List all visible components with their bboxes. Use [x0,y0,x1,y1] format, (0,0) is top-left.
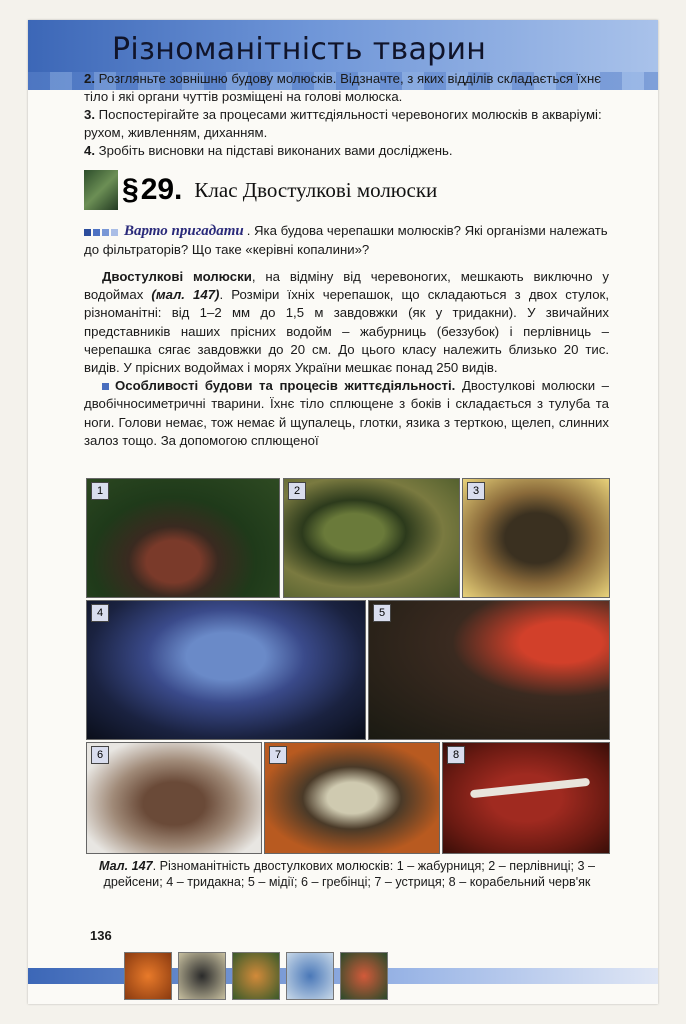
bullet-icon [102,383,109,390]
section-badge [122,173,182,207]
footer-thumbnails [124,952,388,1000]
header-title: Різноманітність тварин [112,32,487,67]
thumbnail-image [232,952,280,1000]
paragraph: Особливості будови та процесів життєдіяльності. Двостулкові молюски – двобічносиметричні тварини. Їхнє тіло сплющене з боків і складається з тулуба та ноги. Голови немає, тож немає й щупалець, глотки, язика з терткою, щелеп, слинних залоз тощо. За допомогою сплющеної [84,378,610,448]
thumbnail-image [340,952,388,1000]
thumbnail-image [178,952,226,1000]
thumbnail-image [124,952,172,1000]
photo-scallops: 6 [86,742,262,854]
section-symbol: § [122,173,139,206]
recall-text: . Яка будова черепашки молюсків? Які організми належать до фільтраторів? Що таке «керівні копалини»? [84,223,608,257]
photo-mussels: 5 [368,600,610,740]
photo-swan-mussel: 1 [86,478,280,598]
section-heading [84,170,437,210]
photo-shipworm: 8 [442,742,610,854]
photo-zebra-mussels: 3 [462,478,610,598]
task-item: 2. Розгляньте зовнішню будову молюсків. Відзначте, з яких відділів складається їхнє тіло і які органи чуттів розміщені на голові молюска. [84,71,601,104]
photo-giant-clam: 4 [86,600,366,740]
task-item: 4. Зробіть висновки на підставі виконаних вами досліджень. [84,143,453,158]
recall-label: Варто пригадати [124,223,244,239]
section-image [84,170,118,210]
section-number: 29. [140,173,183,206]
task-item: 3. Поспостерігайте за процесами життєдіяльності черевоногих молюсків в акваріумі: рухом, живленням, диханням. [84,107,602,140]
squares-icon [84,223,120,241]
photo-pearl-mussels: 2 [283,478,460,598]
main-text [84,268,609,450]
page-number: 136 [90,928,112,943]
section-title: Клас Двостулкові молюски [194,177,438,202]
thumbnail-image [286,952,334,1000]
paragraph: Двостулкові молюски, на відміну від черевоногих, мешкають виключно у водоймах (мал. 147). Розміри їхніх черепашок, що складаються з двох стулок, різноманітні: від 1–2 мм до 1,5 м завдовжки (як у тридакни). У звичайних представників наших прісних водойм – жабурниць (беззубок) і перлівниць – черепашка сягає завдовжки до 20 см. До цього класу належить близько 20 тис. видів. У прісних водоймах і морях України мешкає понад 250 видів. [84,269,609,376]
intro-tasks [84,70,609,160]
photo-oyster: 7 [264,742,440,854]
recall-questions [84,222,609,259]
figure-caption: Мал. 147. Різноманітність двостулкових молюсків: 1 – жабурниця; 2 – перлівниці; 3 – дрейсени; 4 – тридакна; 5 – мідії; 6 – гребінці; 7 – устриця; 8 – корабельний черв'як [98,859,596,889]
